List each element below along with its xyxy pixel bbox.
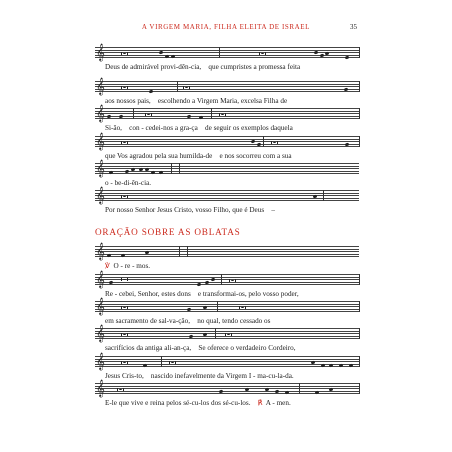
barline-icon [187, 246, 188, 257]
chant-system [95, 324, 359, 358]
treble-clef-icon: 𝄞 [96, 242, 105, 260]
treble-clef-icon: 𝄞 [96, 270, 105, 288]
response-sign: ℟ [257, 399, 263, 407]
lyric-line [105, 317, 270, 326]
page-number: 35 [350, 23, 357, 31]
staff-line [95, 306, 359, 307]
lyric-text: sacrifícios da antiga ali-an-ça, Se oferece o verdadeiro Cordeiro, [105, 344, 296, 352]
barline-icon [171, 163, 172, 174]
lyric-line [105, 344, 296, 353]
brevis-icon [121, 278, 128, 281]
music-staff [95, 324, 359, 342]
chant-system [95, 132, 359, 166]
barline-icon [177, 81, 178, 92]
lyric-line [105, 372, 294, 381]
staff-line [95, 84, 359, 85]
chant-system [95, 43, 359, 77]
staff-line [95, 190, 359, 191]
brevis-icon [121, 52, 128, 55]
brevis-icon [239, 306, 246, 309]
staff-line [95, 361, 359, 362]
staff-line [95, 279, 359, 280]
music-staff [95, 159, 359, 177]
staff-line [95, 383, 359, 384]
running-title: A VIRGEM MARIA, FILHA ELEITA DE ISRAEL [141, 23, 311, 31]
barline-icon [359, 47, 360, 58]
staff-line [95, 47, 359, 48]
running-head [0, 23, 452, 35]
chant-system [95, 104, 359, 138]
barline-icon [179, 163, 180, 174]
music-staff [95, 379, 359, 397]
music-staff [95, 297, 359, 315]
barline-icon [323, 190, 324, 201]
staff-line [95, 328, 359, 329]
staff-line [95, 141, 359, 142]
treble-clef-icon: 𝄞 [96, 324, 105, 342]
brevis-icon [121, 333, 128, 336]
staff-line [95, 331, 359, 332]
lyric-text: Jesus Cris-to, nascido inefavelmente da Virgem I - ma-cu-la-da. [105, 372, 294, 380]
lyric-text: E-le que vive e reina pelos sé-cu-los dos sé-cu-los. [105, 399, 251, 407]
lyric-line [105, 262, 150, 271]
staff-line [95, 246, 359, 247]
lyric-line [105, 124, 293, 133]
brevis-icon [121, 141, 128, 144]
barline-icon [133, 108, 134, 119]
staff-line [95, 386, 359, 387]
lyric-line [105, 63, 300, 72]
barline-icon [221, 274, 222, 285]
response-text: A - men. [262, 399, 291, 407]
lyric-text: Re - cebei, Senhor, estes dons e transformai-os, pelo vosso poder, [105, 290, 299, 298]
brevis-icon [121, 86, 128, 89]
staff-line [95, 139, 359, 140]
music-staff [95, 104, 359, 122]
treble-clef-icon: 𝄞 [96, 159, 105, 177]
barline-icon [211, 108, 212, 119]
versicle-sign: ℣ [105, 262, 110, 270]
chant-system [95, 352, 359, 386]
staff-line [95, 200, 359, 201]
note-head-icon [149, 90, 154, 94]
barline-icon [215, 328, 216, 339]
lyric-text: em sacramento de sal-va-ção, no qual, tendo cessado os [105, 317, 271, 325]
lyric-line [105, 206, 275, 215]
brevis-icon [117, 388, 124, 391]
staff-line [95, 116, 359, 117]
treble-clef-icon: 𝄞 [96, 379, 105, 397]
lyric-text: que Vos agradou pela sua humilda-de e nos socorreu com a sua [105, 152, 292, 160]
staff-line [95, 249, 359, 250]
staff-line [95, 274, 359, 275]
staff-line [95, 366, 359, 367]
staff-line [95, 166, 359, 167]
staff-line [95, 108, 359, 109]
staff-line [95, 256, 359, 257]
staff-line [95, 193, 359, 194]
barline-icon [359, 136, 360, 147]
lyric-text: Por nosso Senhor Jesus Cristo, vosso Filho, que é Deus – [105, 206, 275, 214]
staff-line [95, 113, 359, 114]
staff-line [95, 163, 359, 164]
staff-line [95, 309, 359, 310]
brevis-icon [219, 113, 226, 116]
barline-icon [359, 328, 360, 339]
staff-line [95, 50, 359, 51]
brevis-icon [259, 52, 266, 55]
staff-line [95, 393, 359, 394]
chant-system [95, 159, 359, 193]
barline-icon [359, 356, 360, 367]
staff-line [95, 359, 359, 360]
music-staff [95, 352, 359, 370]
chant-system [95, 379, 359, 413]
barline-icon [219, 47, 220, 58]
staff-line [95, 57, 359, 58]
staff-line [95, 284, 359, 285]
chant-system [95, 270, 359, 304]
staff-line [95, 195, 359, 196]
lyric-text: Deus de admirável provi-dên-cia, que cumpristes a promessa feita [105, 63, 301, 71]
staff-line [95, 171, 359, 172]
treble-clef-icon: 𝄞 [96, 186, 105, 204]
lyric-text: O - re - mos. [109, 262, 151, 270]
lyric-line [105, 290, 299, 299]
staff-line [95, 136, 359, 137]
staff-line [95, 388, 359, 389]
staff-line [95, 277, 359, 278]
staff-line [95, 301, 359, 302]
treble-clef-icon: 𝄞 [96, 77, 105, 95]
brevis-icon [169, 361, 176, 364]
staff-line [95, 356, 359, 357]
staff-line [95, 251, 359, 252]
music-staff [95, 43, 359, 61]
treble-clef-icon: 𝄞 [96, 132, 105, 150]
chant-system [95, 186, 359, 220]
barline-icon [359, 383, 360, 394]
music-staff [95, 186, 359, 204]
treble-clef-icon: 𝄞 [96, 43, 105, 61]
staff-line [95, 118, 359, 119]
staff-line [95, 364, 359, 365]
brevis-icon [121, 361, 128, 364]
barline-icon [359, 301, 360, 312]
brevis-icon [145, 113, 152, 116]
brevis-icon [183, 86, 190, 89]
barline-icon [161, 356, 162, 367]
barline-icon [179, 246, 180, 257]
music-staff [95, 132, 359, 150]
staff-line [95, 173, 359, 174]
music-staff [95, 270, 359, 288]
lyric-line [105, 97, 287, 106]
brevis-icon [229, 279, 236, 282]
lyric-line [105, 179, 151, 188]
note-head-icon [197, 283, 202, 287]
staff-line [95, 282, 359, 283]
lyric-text: Si-ão, con - cedei-nos a gra-ça de seguir os exemplos daquela [105, 124, 293, 132]
barline-icon [359, 81, 360, 92]
staff-line [95, 52, 359, 53]
staff-line [95, 111, 359, 112]
note-head-icon [345, 56, 350, 60]
staff-line [95, 311, 359, 312]
lyric-line [105, 399, 291, 408]
staff-line [95, 91, 359, 92]
staff-line [95, 254, 359, 255]
staff-line [95, 198, 359, 199]
lyric-text: o - be-di-ên-cia. [105, 179, 152, 187]
lyric-line [105, 152, 292, 161]
staff-line [95, 89, 359, 90]
staff-line [95, 338, 359, 339]
treble-clef-icon: 𝄞 [96, 104, 105, 122]
treble-clef-icon: 𝄞 [96, 352, 105, 370]
brevis-icon [271, 141, 278, 144]
music-staff [95, 242, 359, 260]
staff-line [95, 86, 359, 87]
brevis-icon [121, 195, 128, 198]
staff-line [95, 391, 359, 392]
staff-line [95, 144, 359, 145]
chant-system [95, 242, 359, 276]
brevis-icon [225, 333, 232, 336]
chant-system [95, 297, 359, 331]
chant-system [95, 77, 359, 111]
staff-line [95, 81, 359, 82]
treble-clef-icon: 𝄞 [96, 297, 105, 315]
barline-icon [217, 301, 218, 312]
barline-icon [263, 136, 264, 147]
barline-icon [299, 383, 300, 394]
brevis-icon [121, 306, 128, 309]
section-heading: ORAÇÃO SOBRE AS OBLATAS [95, 227, 241, 237]
staff-line [95, 304, 359, 305]
barline-icon [359, 274, 360, 285]
music-staff [95, 77, 359, 95]
lyric-text: aos nossos pais, escolhendo a Virgem Maria, excelsa Filha de [105, 97, 288, 105]
staff-line [95, 146, 359, 147]
barline-icon [359, 108, 360, 119]
